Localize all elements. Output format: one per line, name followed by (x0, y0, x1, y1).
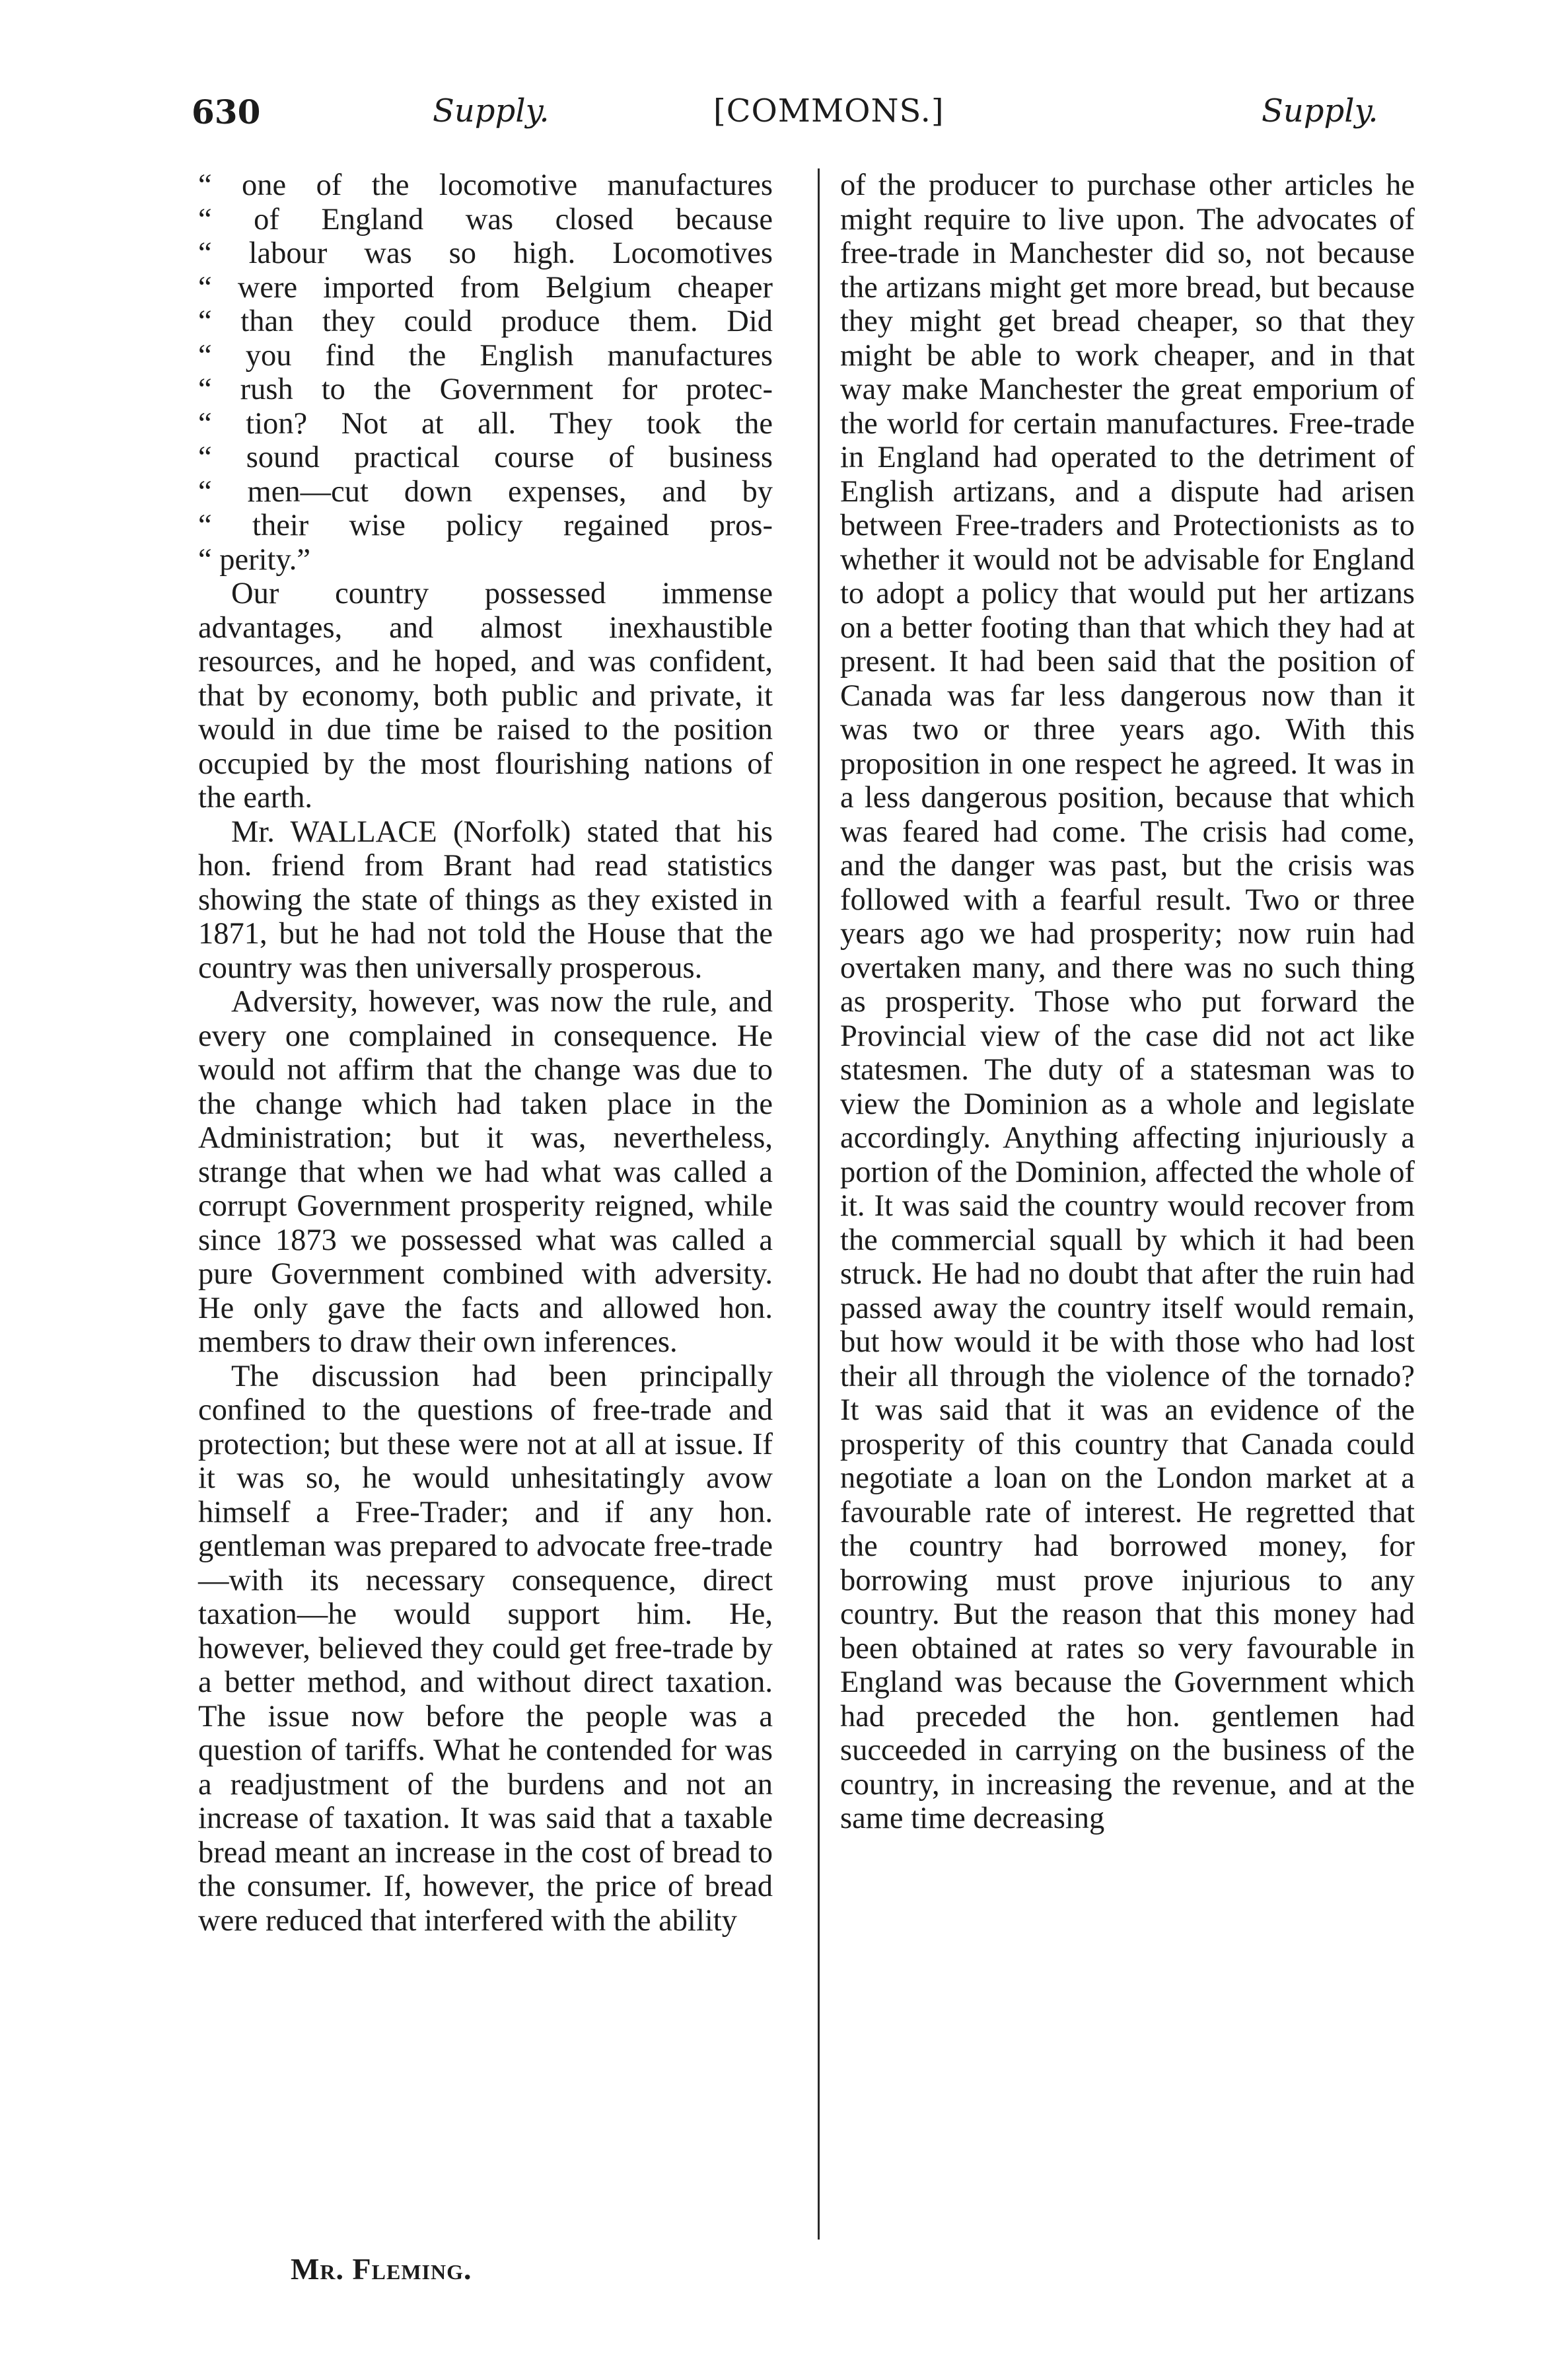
quote-line: “ tion? Not at all. They took the (198, 406, 773, 441)
quote-line: “ rush to the Government for protec- (198, 373, 773, 406)
quote-line: “ were imported from Belgium cheaper (198, 270, 773, 305)
page-number: 630 (192, 92, 261, 131)
quote-line: “ than they could produce them. Did (198, 305, 773, 338)
paragraph: Our country possessed immense advantages, and almost inexhaustible resources, and he hoped, and was confident, that by economy, both public and private, it would in due time be raised to the position occupied by the most flourishing nations of the earth. (198, 577, 773, 815)
paragraph: Adversity, however, was now the rule, and every one complained in consequence. He would not affirm that the change was due to the change which had taken place in the Administration; but it was, nevertheless, strange that when we had what was called a corrupt Government prosperity reigned, while since 1873 we possessed what was called a pure Government combined with adversity. He only gave the facts and allowed hon. members to draw their own inferences. (198, 985, 773, 1359)
quote-line: “ men—cut down expenses, and by (198, 474, 773, 509)
right-column (840, 168, 1415, 1836)
quote-line: “ one of the locomotive manufactures (198, 168, 773, 202)
quoted-passage (198, 168, 773, 577)
quote-line: “ their wise policy regained pros- (198, 509, 773, 542)
quote-line: “ perity.” (198, 542, 310, 577)
speaker-name: Mr. Fleming. (291, 2252, 472, 2286)
column-divider (818, 168, 820, 2240)
header-center-title: [COMMONS.] (713, 92, 944, 129)
quote-line: “ you find the English manufactures (198, 338, 773, 373)
quote-line: “ sound practical course of business (198, 441, 773, 474)
left-column (198, 168, 773, 1938)
header-right-title: Supply. (1262, 92, 1378, 129)
paragraph: of the producer to purchase other articles he might require to live upon. The advocates of free-trade in Manchester did so, not because the artizans might get more bread, but because they might get bread cheaper, so that they might be able to work cheaper, and in that way make Manchester the great emporium of the world for certain manufactures. Free-trade in England had operated to the detriment of English artizans, and a dispute had arisen between Free-traders and Protectionists as to whether it would not be advisable for England to adopt a policy that would put her artizans on a better footing than that which they had at present. It had been said that the position of Canada was far less dangerous now than it was two or three years ago. With this proposition in one respect he agreed. It was in a less dangerous position, because that which was feared had come. The crisis had come, and the danger was past, but the crisis was followed with a fearful result. Two or three years ago we had prosperity; now ruin had overtaken many, and there was no such thing as prosperity. Those who put forward the Provincial view of the case did not act like statesmen. The duty of a statesman was to view the Dominion as a whole and legislate accordingly. Anything affecting injuriously a portion of the Dominion, affected the whole of it. It was said the country would recover from the commercial squall by which it had been struck. He had no doubt that after the ruin had passed away the country itself would remain, but how would it be with those who had lost their all through the violence of the tornado? It was said that it was an evidence of the prosperity of this country that Canada could negotiate a loan on the London market at a favourable rate of interest. He regretted that the country had borrowed money, for borrowing must prove injurious to any country. But the reason that this money had been obtained at rates so very favourable in England was because the Government which had preceded the hon. gentlemen had succeeded in carrying on the business of the country, in increasing the revenue, and at the same time decreasing (840, 168, 1415, 1835)
quote-line: “ labour was so high. Locomotives (198, 237, 773, 270)
page-header (192, 92, 1427, 152)
header-left-title: Supply. (433, 92, 550, 129)
paragraph-wallace-speech: Mr. WALLACE (Norfolk) stated that his hon. friend from Brant had read statistics showing the state of things as they existed in 1871, but he had not told the House that the country was then universally prosperous. (198, 815, 773, 985)
paragraph: The discussion had been principally confined to the questions of free-trade and protection; but these were not at all at issue. If it was so, he would unhesitatingly avow himself a Free-Trader; and if any hon. gentleman was prepared to advocate free-trade—with its necessary consequence, direct taxation—he would support him. He, however, believed they could get free-trade by a better method, and without direct taxation. The issue now before the people was a question of tariffs. What he contended for was a readjustment of the burdens and not an increase of taxation. It was said that a taxable bread meant an increase in the cost of bread to the consumer. If, however, the price of bread were reduced that interfered with the ability (198, 1359, 773, 1938)
quote-line: “ of England was closed because (198, 202, 773, 237)
speaker-footer (291, 2251, 472, 2286)
